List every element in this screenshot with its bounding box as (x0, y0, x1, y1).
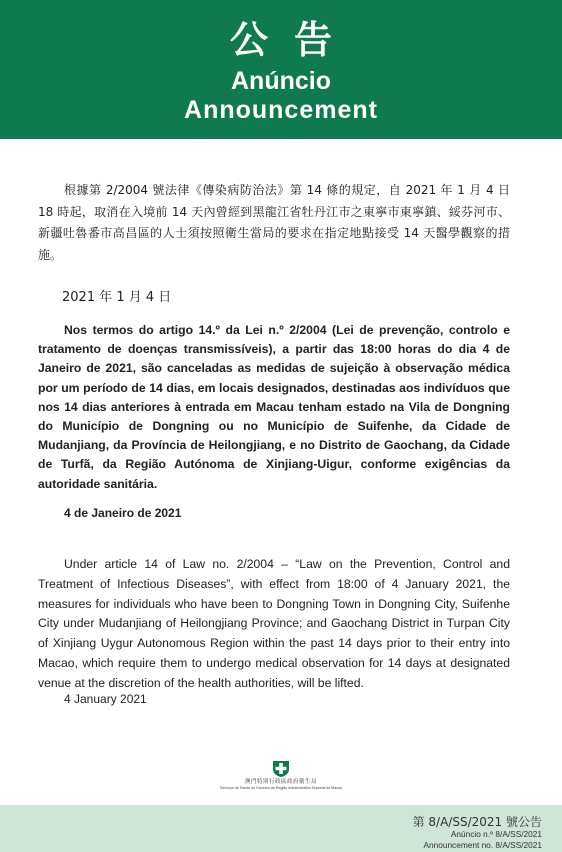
title-chinese: 公告 (229, 18, 358, 62)
logo-name-chinese: 澳門特別行政區政府衛生局 (244, 779, 317, 785)
logo-name-portuguese: Serviços de Saúde do Governo da Região Administrativa Especial de Macau (219, 786, 343, 790)
chinese-date: 2021 年 1 月 4 日 (62, 290, 172, 305)
title-english: Announcement (184, 96, 378, 124)
reference-number-english: Announcement no. 8/A/SS/2021 (423, 840, 542, 850)
reference-number-chinese: 第 8/A/SS/2021 號公告 (412, 815, 542, 829)
health-bureau-cross-logo-icon (271, 760, 291, 778)
title-portuguese: Anúncio (231, 67, 331, 95)
portuguese-date: 4 de Janeiro de 2021 (64, 506, 182, 520)
reference-number-portuguese: Anúncio n.º 8/A/SS/2021 (450, 829, 542, 839)
chinese-paragraph: 根據第 2/2004 號法律《傳染病防治法》第 14 條的規定，自 2021 年 1 月 4 日 18 時起，取消在入境前 14 天內曾經到黑龍江省牡丹江市之東寧市東寧鎮、綏芬河市、新疆吐魯番市高昌區的人士須按照衛生當局的要求在指定地點接受 14 天醫學觀察的措施。 (38, 183, 510, 262)
portuguese-paragraph: Nos termos do artigo 14.º da Lei n.º 2/2004 (Lei de prevenção, controlo e tratamento de doenças transmissíveis), a partir das 18:00 horas do dia 4 de Janeiro de 2021, são canceladas as medidas de sujeição à observação médica por um período de 14 dias, em locais designados, destinadas aos indivíduos que nos 14 dias anteriores à entrada em Macau tenham estado na Vila de Dongning do Município de Dongning ou no Município de Suifenhe, da Cidade de Mudanjiang, da Província de Heilongjiang, e no Distrito de Gaochang, da Cidade de Turfã, da Região Autónoma de Xinjiang-Uigur, conforme exigências da autoridade sanitária. (38, 323, 510, 491)
english-date: 4 January 2021 (64, 692, 147, 706)
footer-band (0, 805, 562, 852)
health-bureau-logo (206, 760, 356, 800)
announcement-header (0, 0, 562, 139)
english-paragraph: Under article 14 of Law no. 2/2004 – “Law on the Prevention, Control and Treatment of Infectious Diseases”, with effect from 18:00 of 4 January 2021, the measures for individuals who have been to Dongning Town in Dongning City, Suifenhe City under Mudanjiang of Heilongjiang Province; and Gaochang District in Turpan City of Xinjiang Uygur Autonomous Region within the past 14 days prior to their entry into Macao, which require them to undergo medical observation for 14 days at designated venue at the discretion of the health authorities, will be lifted. (38, 557, 510, 690)
